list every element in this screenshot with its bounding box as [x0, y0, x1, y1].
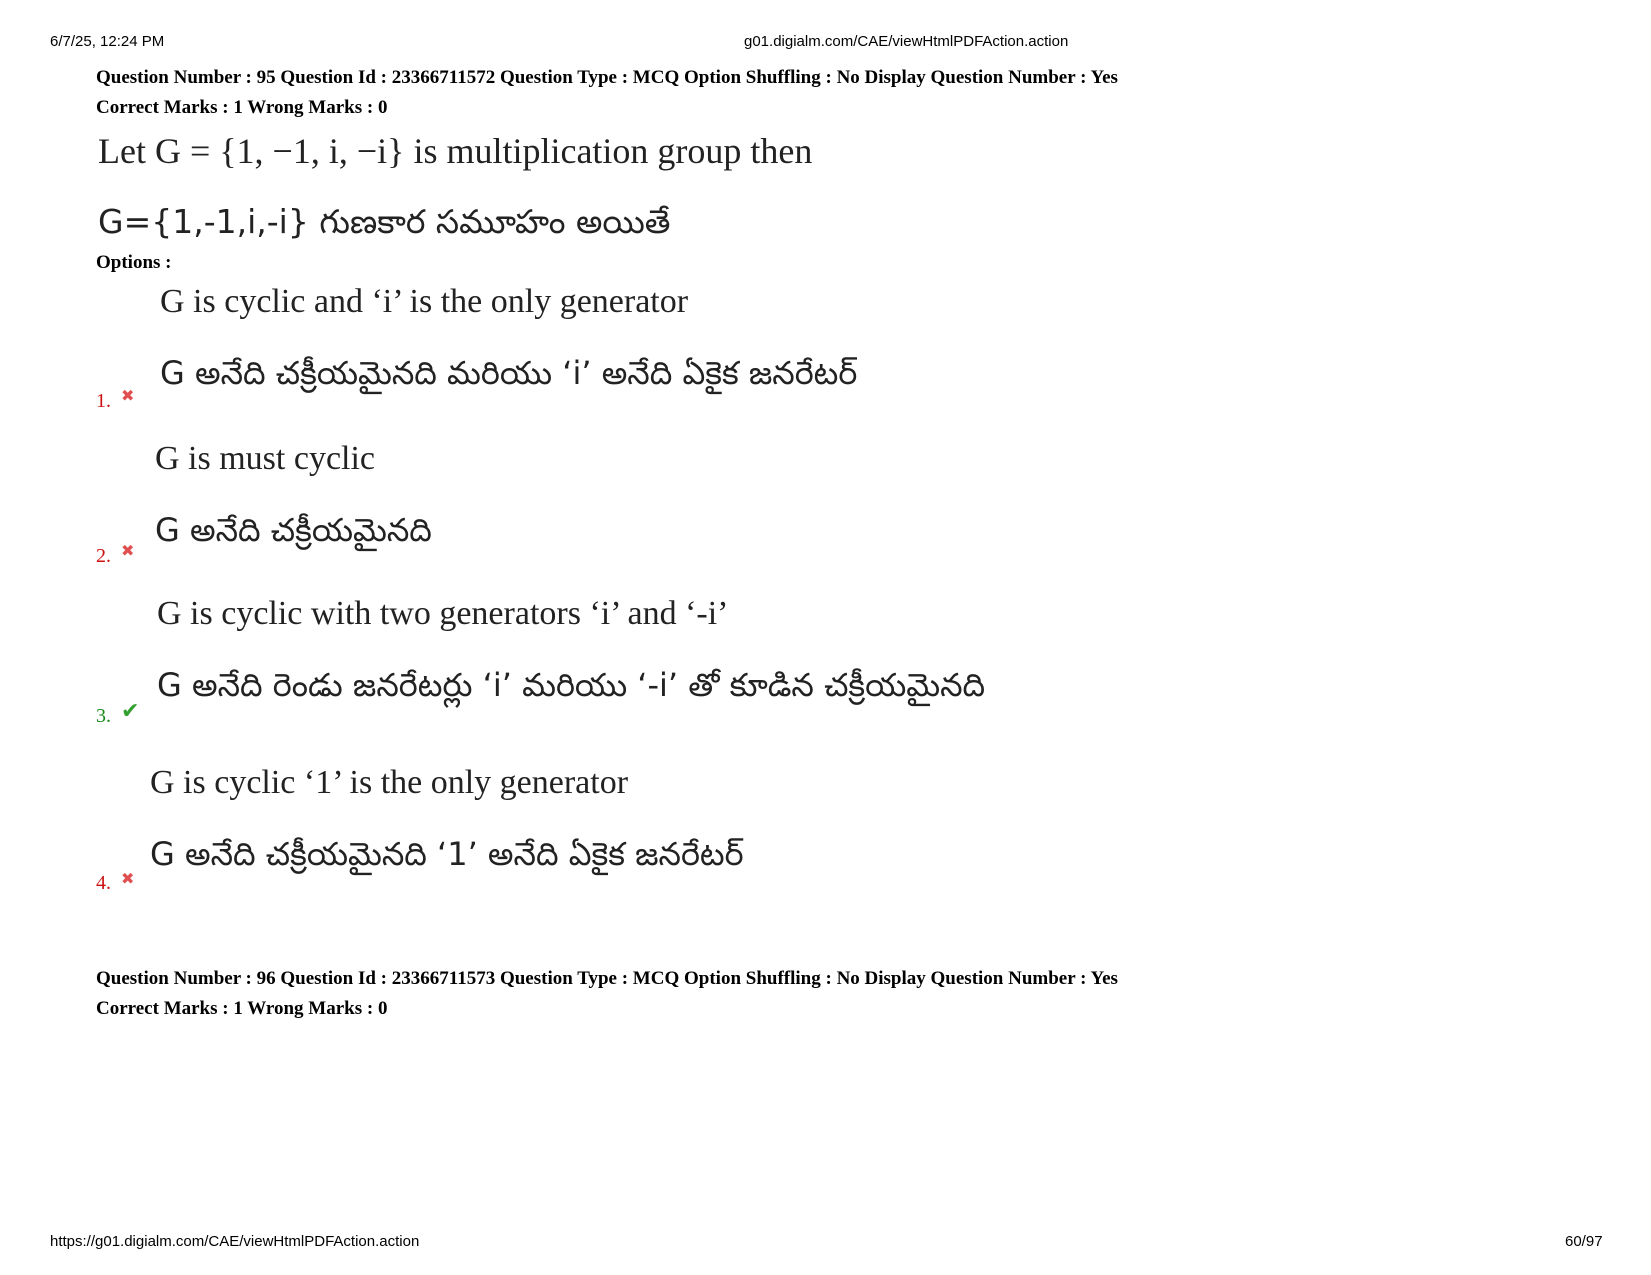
option-4-telugu: G అనేది చక్రీయమైనది ‘1’ అనేది ఏకైక జనరేటర్	[150, 835, 744, 873]
option-2-telugu: G అనేది చక్రీయమైనది	[155, 511, 432, 549]
print-datetime: 6/7/25, 12:24 PM	[50, 33, 165, 50]
cross-icon: ✖	[121, 869, 135, 888]
option-2-number: 2.	[96, 545, 111, 567]
print-header-url: g01.digialm.com/CAE/viewHtmlPDFAction.action	[744, 33, 1069, 50]
print-footer-url: https://g01.digialm.com/CAE/viewHtmlPDFAction.action	[50, 1233, 420, 1250]
options-label: Options :	[96, 252, 172, 273]
option-1-number: 1.	[96, 390, 111, 412]
page-number: 60/97	[1565, 1233, 1603, 1250]
option-1-english: G is cyclic and ‘i’ is the only generator	[160, 283, 689, 320]
question-95-text-english: Let G = {1, −1, i, −i} is multiplication group then	[98, 131, 813, 171]
option-3-english: G is cyclic with two generators ‘i’ and ‘-i’	[157, 595, 729, 632]
question-95-meta: Question Number : 95 Question Id : 23366711572 Question Type : MCQ Option Shuffling : No Display Question Number : Yes	[96, 67, 1118, 88]
option-4-number: 4.	[96, 872, 111, 894]
question-95-text-telugu: G={1,-1,i,-i} గుణకార సమూహం అయితే	[98, 202, 671, 241]
option-2-english: G is must cyclic	[155, 440, 376, 477]
check-icon: ✔	[121, 699, 140, 724]
option-3-number: 3.	[96, 705, 111, 727]
option-3-telugu: G అనేది రెండు జనరేటర్లు ‘i’ మరియు ‘-i’ తో కూడిన చక్రీయమైనది	[157, 666, 986, 704]
question-96-marks: Correct Marks : 1 Wrong Marks : 0	[96, 998, 388, 1019]
question-96-meta: Question Number : 96 Question Id : 23366711573 Question Type : MCQ Option Shuffling : No Display Question Number : Yes	[96, 968, 1118, 989]
option-1-telugu: G అనేది చక్రీయమైనది మరియు ‘i’ అనేది ఏకైక జనరేటర్	[160, 354, 858, 392]
option-4-english: G is cyclic ‘1’ is the only generator	[150, 764, 629, 801]
cross-icon: ✖	[121, 541, 135, 560]
question-95-marks: Correct Marks : 1 Wrong Marks : 0	[96, 97, 388, 118]
cross-icon: ✖	[121, 386, 135, 405]
